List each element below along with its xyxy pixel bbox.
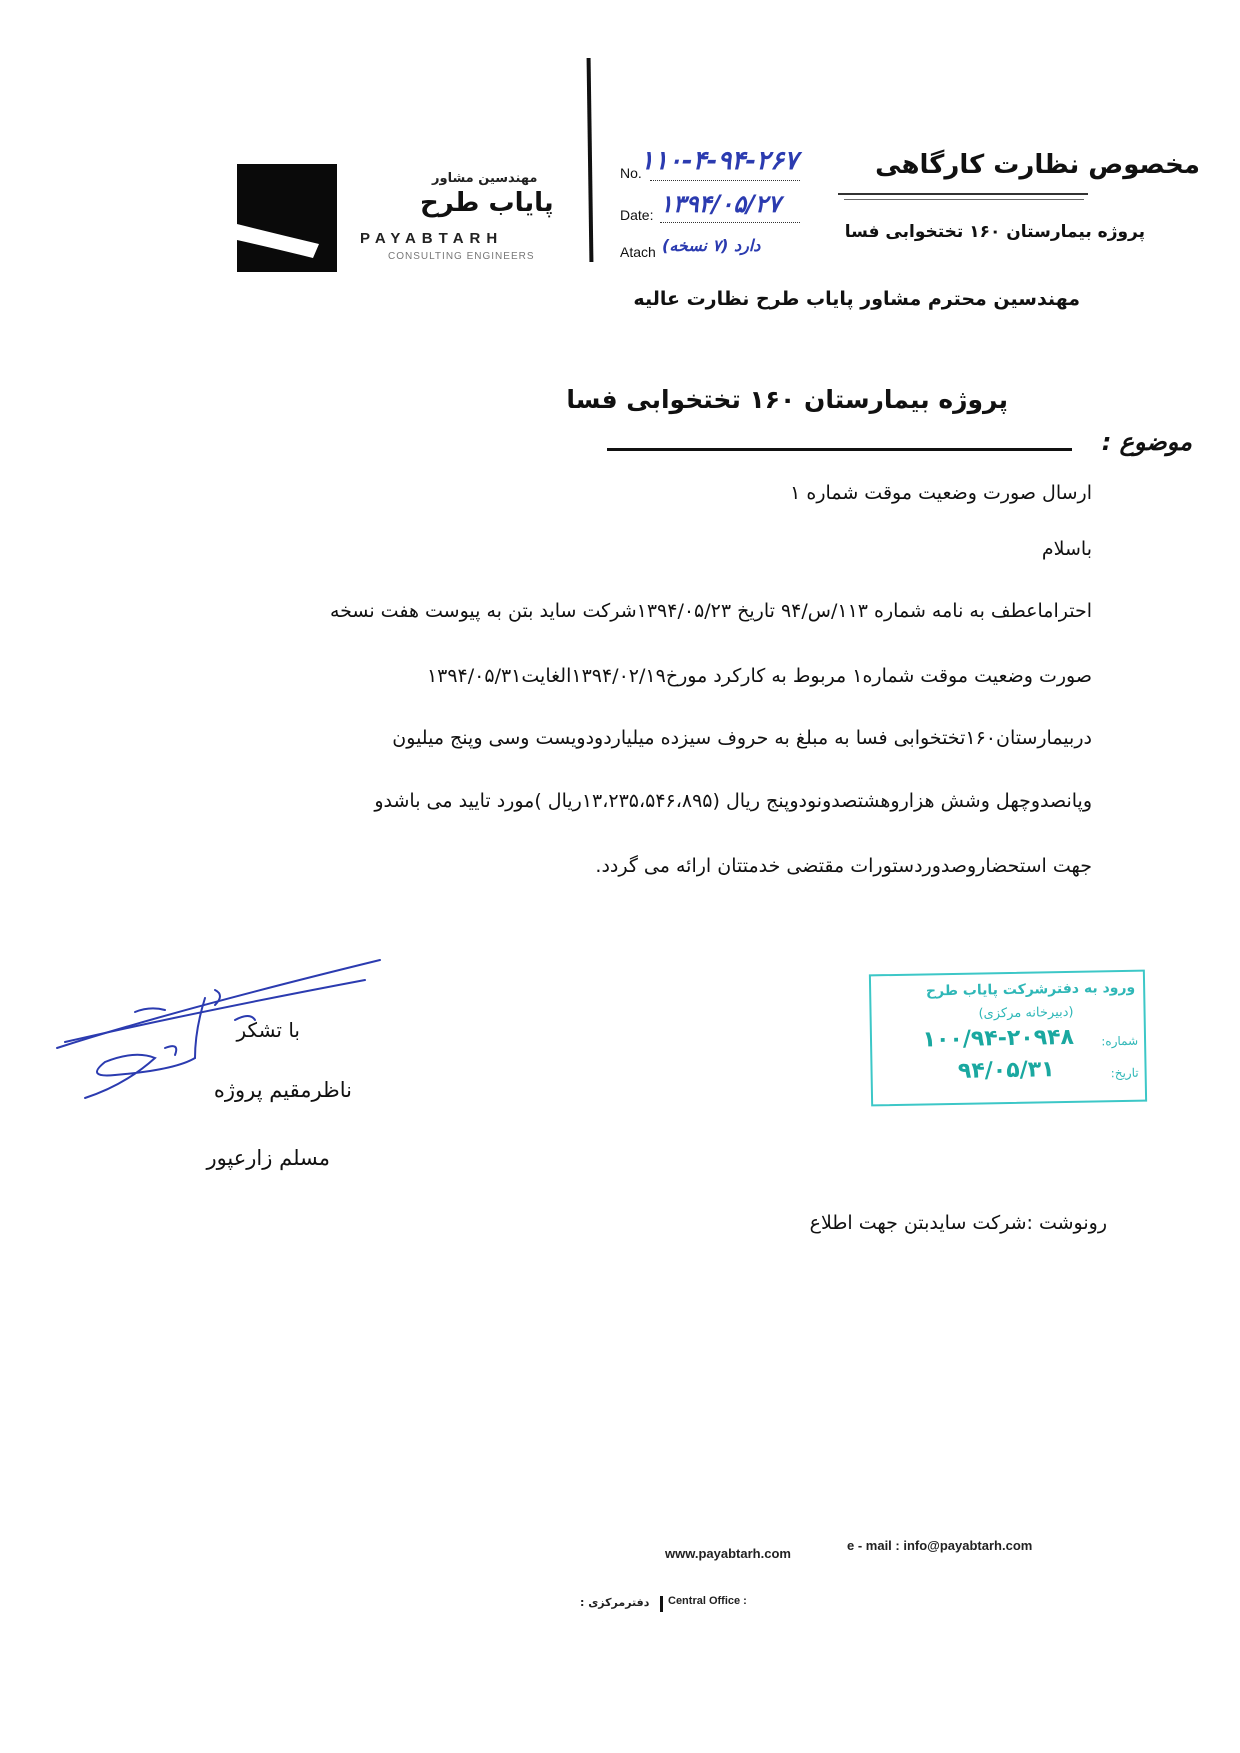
ref-date-dots: [660, 222, 800, 223]
header-underline: [838, 193, 1088, 195]
signer-name: مسلم زارعپور: [206, 1146, 330, 1170]
carbon-copy: رونوشت :شرکت سایدبتن جهت اطلاع: [809, 1212, 1107, 1234]
stamp-date-label: تاریخ:: [1110, 1065, 1139, 1081]
footer-office-fa: دفترمرکزی :: [580, 1596, 650, 1609]
body-line: دربیمارستان۱۶۰تختخوابی فسا به مبلغ به حروف سیزده میلیاردودویست وسی وپنج میلیون: [392, 727, 1092, 749]
greeting: باسلام: [1041, 538, 1092, 560]
project-title: پروژه بیمارستان ۱۶۰ تختخوابی فسا: [566, 385, 1008, 414]
header-divider: [587, 58, 594, 262]
stamp-subtitle: (دبیرخانه مرکزی): [978, 1004, 1074, 1022]
footer-separator: [660, 1596, 663, 1612]
subject-underline: [607, 448, 1072, 451]
company-logo: [237, 164, 337, 272]
body-line: وپانصدوچهل وشش هزاروهشتصدونودوپنج ریال (۱۳،۲۳۵،۵۴۶،۸۹۵ریال )مورد تایید می باشدو: [374, 790, 1092, 812]
receipt-stamp: [869, 970, 1147, 1107]
company-tagline-en: CONSULTING ENGINEERS: [388, 251, 535, 262]
body-line: جهت استحضاروصدوردستورات مقتضی خدمتتان ارائه می گردد.: [595, 855, 1092, 877]
header-project: پروژه بیمارستان ۱۶۰ تختخوابی فسا: [844, 222, 1145, 242]
footer-office-en: Central Office :: [668, 1595, 747, 1607]
footer-website[interactable]: www.payabtarh.com: [665, 1546, 791, 1561]
ref-number-dots: [650, 180, 800, 181]
ref-attach-value: دارد (۷ نسخه): [662, 236, 761, 255]
header-underline-secondary: [844, 199, 1084, 200]
ref-attach-label: Atach: [620, 244, 656, 260]
stamp-number-value: ۱۰۰/۹۴-۲۰۹۴۸: [922, 1024, 1075, 1053]
body-line: احتراماعطف به نامه شماره ۱۱۳/س/۹۴ تاریخ ۱۳۹۴/۰۵/۲۳شرکت ساید بتن به پیوست هفت نسخه: [329, 600, 1092, 622]
ref-date-label: Date:: [620, 207, 654, 223]
ref-number-value: ۱۱۰-۴-۹۴-۲۶۷: [640, 146, 799, 176]
company-name-fa: پایاب طرح: [420, 188, 554, 218]
footer-email[interactable]: e - mail : info@payabtarh.com: [847, 1538, 1033, 1553]
stamp-date-value: ۹۴/۰۵/۳۱: [957, 1057, 1055, 1084]
stamp-number-label: شماره:: [1101, 1033, 1139, 1049]
subject-text: ارسال صورت وضعیت موقت شماره ۱: [790, 482, 1092, 504]
company-name-en: PAYABTARH: [360, 230, 504, 247]
subject-label: موضوع :: [1101, 428, 1192, 456]
signer-role: ناظرمقیم پروژه: [213, 1078, 352, 1102]
body-line: صورت وضعیت موقت شماره۱ مربوط به کارکرد مورخ۱۳۹۴/۰۲/۱۹الغایت۱۳۹۴/۰۵/۳۱: [426, 665, 1092, 687]
ref-number-label: No.: [620, 165, 642, 181]
company-name-fa-small: مهندسین مشاور: [432, 171, 538, 186]
ref-date-value: ۱۳۹۴/۰۵/۲۷: [660, 190, 781, 218]
payabtarh-logo-icon: [237, 164, 337, 272]
addressee: مهندسین محترم مشاور پایاب طرح نظارت عالیه: [633, 288, 1080, 310]
closing-thanks: با تشکر: [236, 1018, 300, 1042]
header-title: مخصوص نظارت کارگاهی: [875, 150, 1200, 180]
stamp-title: ورود به دفترشرکت پایاب طرح: [925, 979, 1136, 1000]
